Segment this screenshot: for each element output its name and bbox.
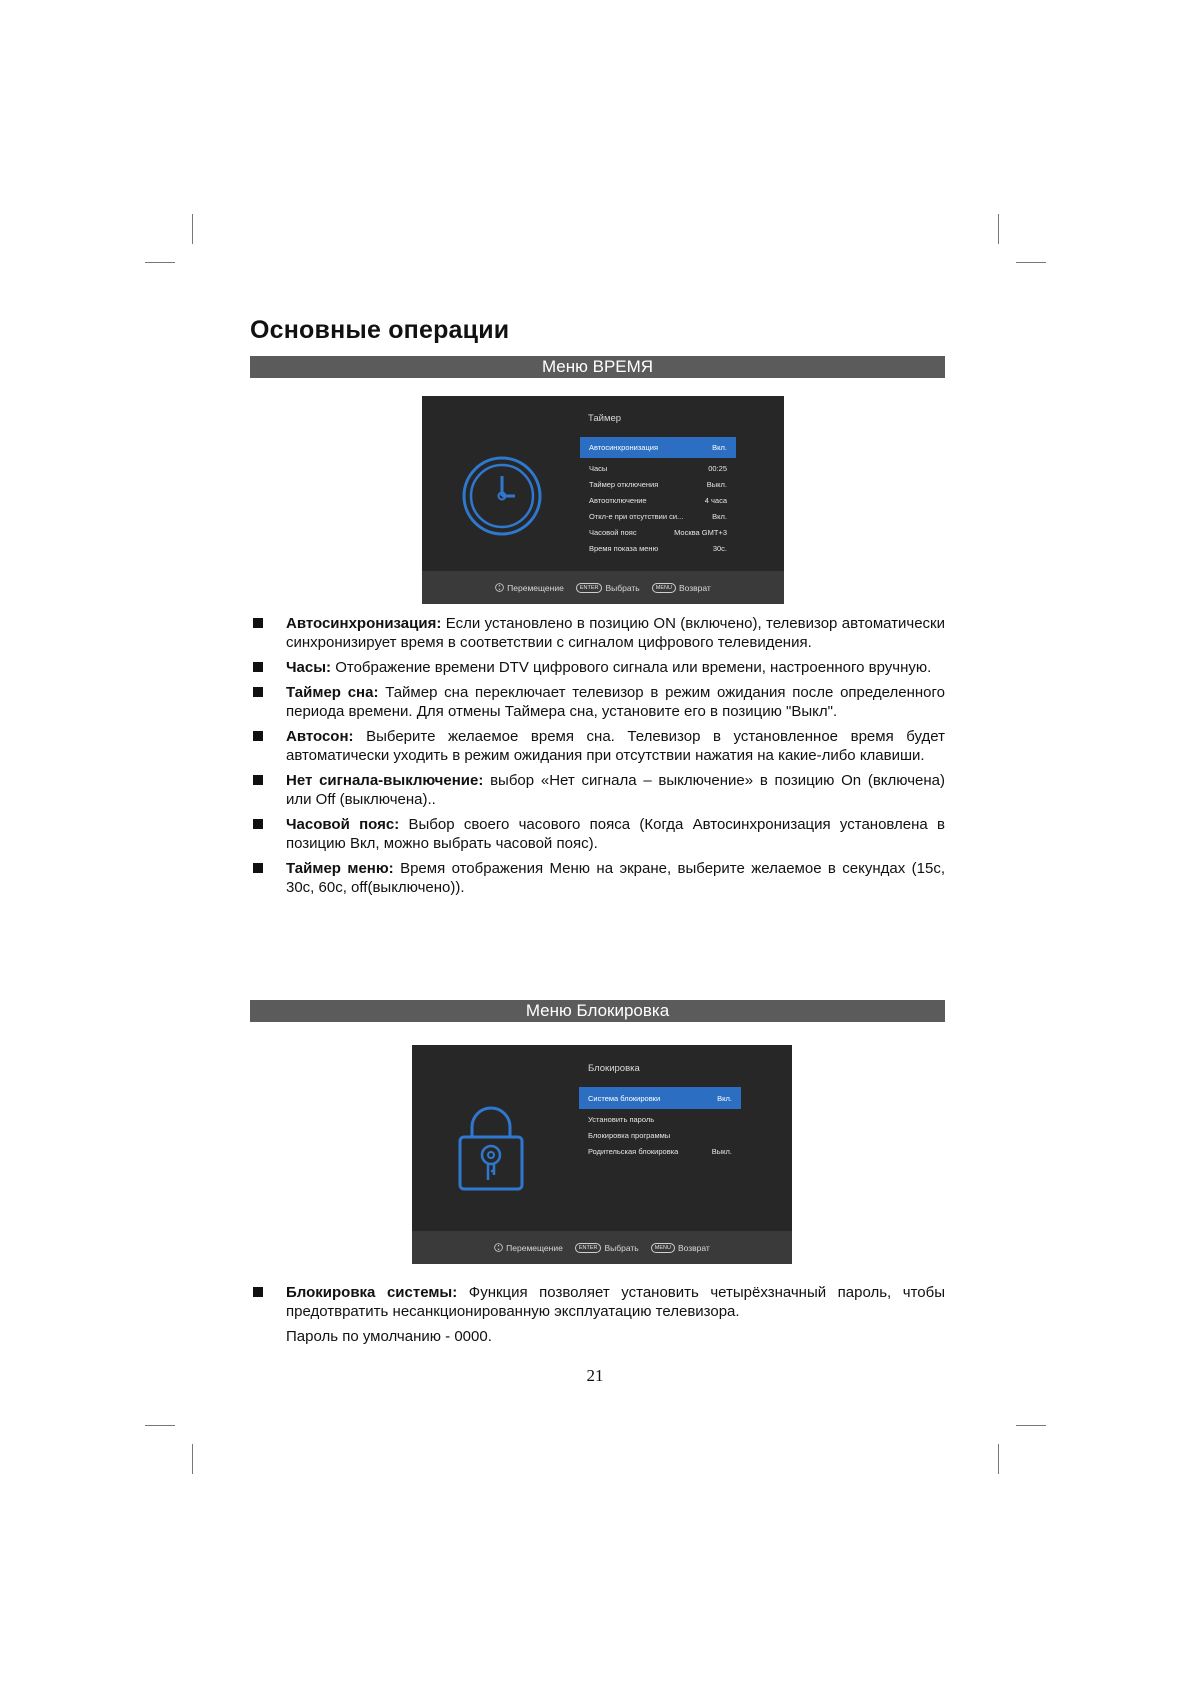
menu-item-value: 4 часа <box>704 495 727 505</box>
enter-key-icon: ENTER <box>576 583 603 593</box>
footer-back-label: Возврат <box>677 1242 710 1253</box>
menu-item-value: Москва GMT+3 <box>674 527 727 537</box>
list-item <box>250 727 945 765</box>
bullet-text: Время отображения Меню на экране, выберите желаемое в секундах (15с, 30с, 60с, off(выключено)). <box>286 860 946 896</box>
menu-item-label: Таймер отключения <box>589 479 659 489</box>
crop-mark <box>192 214 193 244</box>
crop-mark <box>192 1444 193 1474</box>
menu-item-value: Выкл. <box>706 479 727 489</box>
menu-key-icon: MENU <box>651 1243 675 1253</box>
crop-mark <box>1016 262 1046 263</box>
menu-key-icon: MENU <box>652 583 676 593</box>
footer-select <box>575 1243 639 1253</box>
menu-item-autosync[interactable] <box>580 437 736 458</box>
lock-icon <box>458 1105 524 1191</box>
bullet-square <box>253 731 263 741</box>
bullet-square <box>253 618 263 628</box>
page-title: Основные операции <box>250 316 510 344</box>
menu-item-value: 30с. <box>712 543 727 553</box>
time-menu-screen <box>422 396 784 604</box>
menu-item-time-zone[interactable] <box>580 524 736 540</box>
bullet-square <box>253 687 263 697</box>
list-item <box>250 614 945 652</box>
list-item <box>250 815 945 853</box>
footer-move <box>495 583 564 593</box>
lock-bullets <box>250 1283 945 1346</box>
menu-item-parental-lock[interactable] <box>579 1143 741 1159</box>
dpad-icon <box>495 583 504 592</box>
menu-item-label: Время показа меню <box>589 543 659 553</box>
menu-item-program-lock[interactable] <box>579 1127 741 1143</box>
menu-item-label: Блокировка программы <box>588 1130 671 1140</box>
bullet-square <box>253 775 263 785</box>
page-number: 21 <box>586 1366 604 1385</box>
menu-item-value: Выкл. <box>711 1146 732 1156</box>
time-bullets <box>250 614 945 903</box>
footer-back <box>652 583 711 593</box>
bullet-term: Автосинхронизация: <box>286 615 442 632</box>
footer-back-label: Возврат <box>678 582 711 593</box>
bullet-term: Таймер сна: <box>286 684 379 701</box>
menu-item-value: Вкл. <box>717 1093 732 1103</box>
menu-item-sleep-timer[interactable] <box>580 476 736 492</box>
crop-mark <box>998 214 999 244</box>
footer-select-label: Выбрать <box>604 1242 639 1253</box>
default-password-note: Пароль по умолчанию - 0000. <box>286 1328 492 1345</box>
menu-item-set-password[interactable] <box>579 1111 741 1127</box>
bullet-term: Часовой пояс: <box>286 816 400 833</box>
menu-item-value: 00:25 <box>708 463 727 473</box>
crop-mark <box>145 262 175 263</box>
menu-item-label: Часы <box>589 463 608 473</box>
menu-item-label: Установить пароль <box>588 1114 655 1124</box>
menu-item-no-signal-off[interactable] <box>580 508 736 524</box>
menu-footer <box>412 1231 792 1264</box>
list-item <box>250 771 945 809</box>
bullet-square <box>253 1287 263 1297</box>
bullet-square <box>253 819 263 829</box>
menu-item-clock[interactable] <box>580 460 736 476</box>
clock-icon <box>460 454 544 538</box>
bullet-text: Отображение времени DTV цифрового сигнала или времени, настроенного вручную. <box>331 659 932 676</box>
time-menu-list <box>580 437 736 556</box>
menu-footer <box>422 571 784 604</box>
bullet-text: Выберите желаемое время сна. Телевизор в установленное время будет автоматически уходить в режим ожидания при отсутствии нажатия на какие-либо клавиши. <box>286 728 945 764</box>
menu-item-lock-system[interactable] <box>579 1087 741 1109</box>
bullet-term: Часы: <box>286 659 332 676</box>
list-item <box>250 859 945 897</box>
bullet-text: Таймер сна переключает телевизор в режим ожидания после определенного периода времени. Для отмены Таймера сна, установите его в позицию "Выкл". <box>286 684 945 720</box>
section-bar-lock: Меню Блокировка <box>250 1000 945 1022</box>
crop-mark <box>145 1425 175 1426</box>
list-item <box>250 683 945 721</box>
bullet-text: выбор «Нет сигнала – выключение» в позицию On (включена) или Off (выключена).. <box>286 772 945 808</box>
bullet-square <box>253 863 263 873</box>
bullet-text: Выбор своего часового пояса (Когда Автосинхронизация установлена в позицию Вкл, можно выбрать часовой пояс). <box>286 816 946 852</box>
lock-menu-screen <box>412 1045 792 1264</box>
menu-item-label: Часовой пояс <box>589 527 637 537</box>
footer-back <box>651 1243 710 1253</box>
footer-move-label: Перемещение <box>507 582 564 593</box>
bullet-term: Блокировка системы: <box>286 1284 458 1301</box>
menu-item-menu-timer[interactable] <box>580 540 736 556</box>
crop-mark <box>1016 1425 1046 1426</box>
menu-item-label: Автоотключение <box>589 495 647 505</box>
menu-item-label: Родительская блокировка <box>588 1146 679 1156</box>
bullet-term: Автосон: <box>286 728 354 745</box>
bullet-text: Если установлено в позицию ON (включено), телевизор автоматически синхронизирует время в соответствии с сигналом цифрового телевидения. <box>286 615 945 651</box>
bullet-term: Таймер меню: <box>286 860 394 877</box>
section-bar-time: Меню ВРЕМЯ <box>250 356 945 378</box>
menu-item-value: Вкл. <box>712 511 727 521</box>
footer-move <box>494 1243 563 1253</box>
footer-select <box>576 583 640 593</box>
menu-item-value: Вкл. <box>712 443 727 452</box>
menu-item-label: Откл-е при отсутствии си... <box>589 511 684 521</box>
bullet-square <box>253 662 263 672</box>
footer-move-label: Перемещение <box>506 1242 563 1253</box>
lock-menu-list <box>579 1087 741 1159</box>
list-item <box>250 1283 945 1321</box>
menu-title: Таймер <box>588 413 622 424</box>
menu-item-auto-off[interactable] <box>580 492 736 508</box>
dpad-icon <box>494 1243 503 1252</box>
list-item <box>250 658 945 677</box>
bullet-term: Нет сигнала-выключение: <box>286 772 484 789</box>
menu-item-label: Автосинхронизация <box>589 443 659 452</box>
crop-mark <box>998 1444 999 1474</box>
bullet-text: Функция позволяет установить четырёхзначный пароль, чтобы предотвратить несанкционированную эксплуатацию телевизора. <box>286 1284 945 1320</box>
menu-item-label: Система блокировки <box>588 1093 661 1103</box>
enter-key-icon: ENTER <box>575 1243 602 1253</box>
menu-title: Блокировка <box>588 1063 640 1074</box>
footer-select-label: Выбрать <box>605 582 640 593</box>
